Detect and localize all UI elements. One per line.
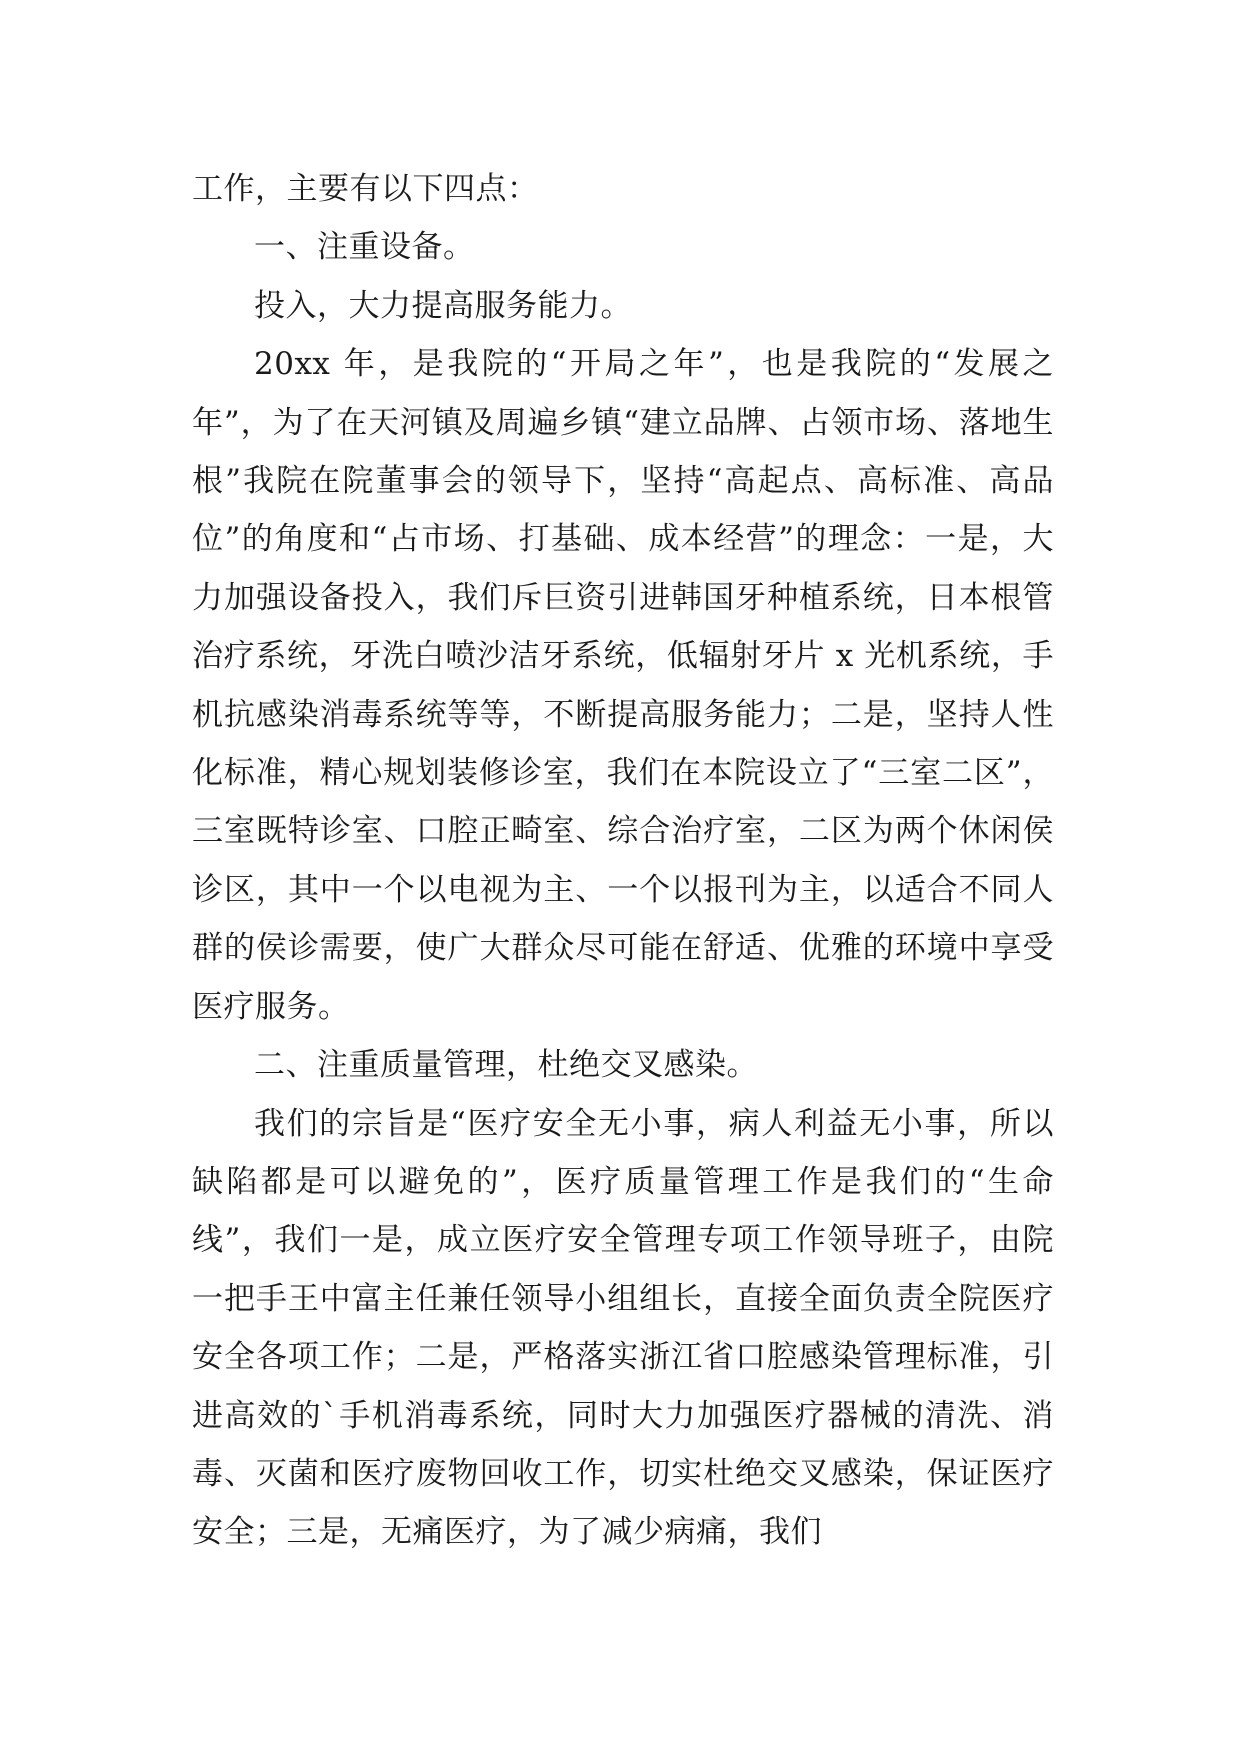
document-body	[192, 160, 1054, 1562]
heading-point-two: 二、注重质量管理，杜绝交叉感染。	[254, 1047, 758, 1084]
paragraph-intro-continuation: 工作，主要有以下四点：	[192, 171, 539, 207]
subheading-point-one: 投入，大力提高服务能力。	[254, 287, 632, 324]
heading-point-one: 一、注重设备。	[254, 229, 475, 266]
paragraph-equipment: 20xx 年，是我院的“开局之年”，也是我院的“发展之年”，为了在天河镇及周遍乡镇“建立品牌、占领市场、落地生根”我院在院董事会的领导下，坚持“高起点、高标准、高品位”的角度和“占市场、打基础、成本经营”的理念：一是，大力加强设备投入，我们斥巨资引进韩国牙种植系统，日本根管治疗系统，牙洗白喷沙洁牙系统，低辐射牙片 x 光机系统，手机抗感染消毒系统等等，不断提高服务能力；二是，坚持人性化标准，精心规划装修诊室，我们在本院设立了“三室二区”，三室既特诊室、口腔正畸室、综合治疗室，二区为两个休闲侯诊区，其中一个以电视为主、一个以报刊为主，以适合不同人群的侯诊需要，使广大群众尽可能在舒适、优雅的环境中享受医疗服务。	[192, 346, 1054, 1025]
paragraph-quality: 我们的宗旨是“医疗安全无小事，病人利益无小事，所以缺陷都是可以避免的”，医疗质量管理工作是我们的“生命线”，我们一是，成立医疗安全管理专项工作领导班子，由院一把手王中富主任兼任领导小组组长，直接全面负责全院医疗安全各项工作；二是，严格落实浙江省口腔感染管理标准，引进高效的`手机消毒系统，同时大力加强医疗器械的清洗、消毒、灭菌和医疗废物回收工作，切实杜绝交叉感染，保证医疗安全；三是，无痛医疗，为了减少病痛，我们	[192, 1105, 1054, 1551]
